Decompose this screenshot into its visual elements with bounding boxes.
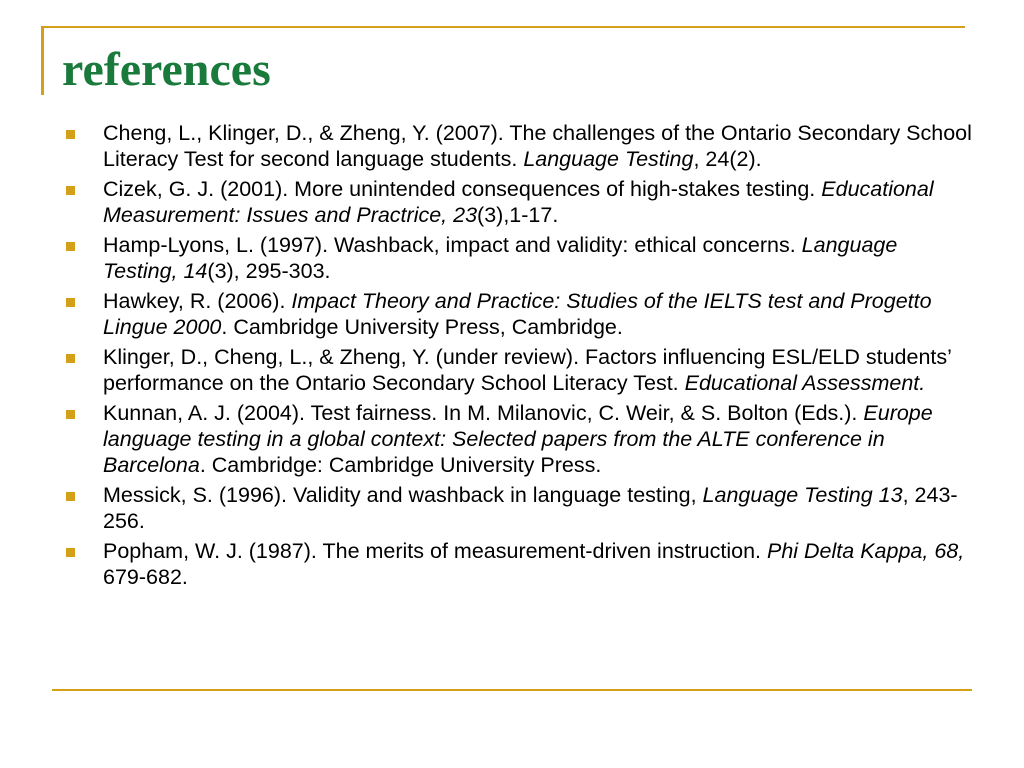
slide-title: references xyxy=(62,43,271,96)
square-bullet-icon xyxy=(66,298,75,307)
reference-item xyxy=(60,288,975,340)
top-rule xyxy=(41,26,965,28)
square-bullet-icon xyxy=(66,410,75,419)
square-bullet-icon xyxy=(66,242,75,251)
reference-text: Cizek, G. J. (2001). More unintended consequences of high-stakes testing. Educational Measurement: Issues and Practrice, 23(3),1-17. xyxy=(103,177,934,227)
reference-item xyxy=(60,482,975,534)
reference-list xyxy=(60,120,975,594)
reference-text: Cheng, L., Klinger, D., & Zheng, Y. (2007). The challenges of the Ontario Secondary School Literacy Test for second language students. Language Testing, 24(2). xyxy=(103,121,972,171)
reference-item xyxy=(60,400,975,478)
reference-text: Hamp-Lyons, L. (1997). Washback, impact and validity: ethical concerns. Language Testing, 14(3), 295-303. xyxy=(103,233,898,283)
square-bullet-icon xyxy=(66,492,75,501)
left-accent-rule xyxy=(41,27,44,95)
square-bullet-icon xyxy=(66,548,75,557)
reference-text: Messick, S. (1996). Validity and washback in language testing, Language Testing 13, 243-256. xyxy=(103,483,958,533)
square-bullet-icon xyxy=(66,130,75,139)
reference-item xyxy=(60,176,975,228)
reference-item xyxy=(60,120,975,172)
bottom-rule xyxy=(52,689,972,691)
reference-text: Popham, W. J. (1987). The merits of measurement-driven instruction. Phi Delta Kappa, 68, 679-682. xyxy=(103,539,965,589)
square-bullet-icon xyxy=(66,354,75,363)
square-bullet-icon xyxy=(66,186,75,195)
reference-text: Hawkey, R. (2006). Impact Theory and Practice: Studies of the IELTS test and Progetto Lingue 2000. Cambridge University Press, Cambridge. xyxy=(103,289,932,339)
reference-item xyxy=(60,538,975,590)
reference-item xyxy=(60,232,975,284)
reference-text: Kunnan, A. J. (2004). Test fairness. In M. Milanovic, C. Weir, & S. Bolton (Eds.). Europe language testing in a global context: Selected papers from the ALTE conference in Barcelona. Cambridge: Cambridge University Press. xyxy=(103,401,933,477)
reference-text: Klinger, D., Cheng, L., & Zheng, Y. (under review). Factors influencing ESL/ELD students’ performance on the Ontario Secondary School Literacy Test. Educational Assessment. xyxy=(103,345,952,395)
reference-item xyxy=(60,344,975,396)
